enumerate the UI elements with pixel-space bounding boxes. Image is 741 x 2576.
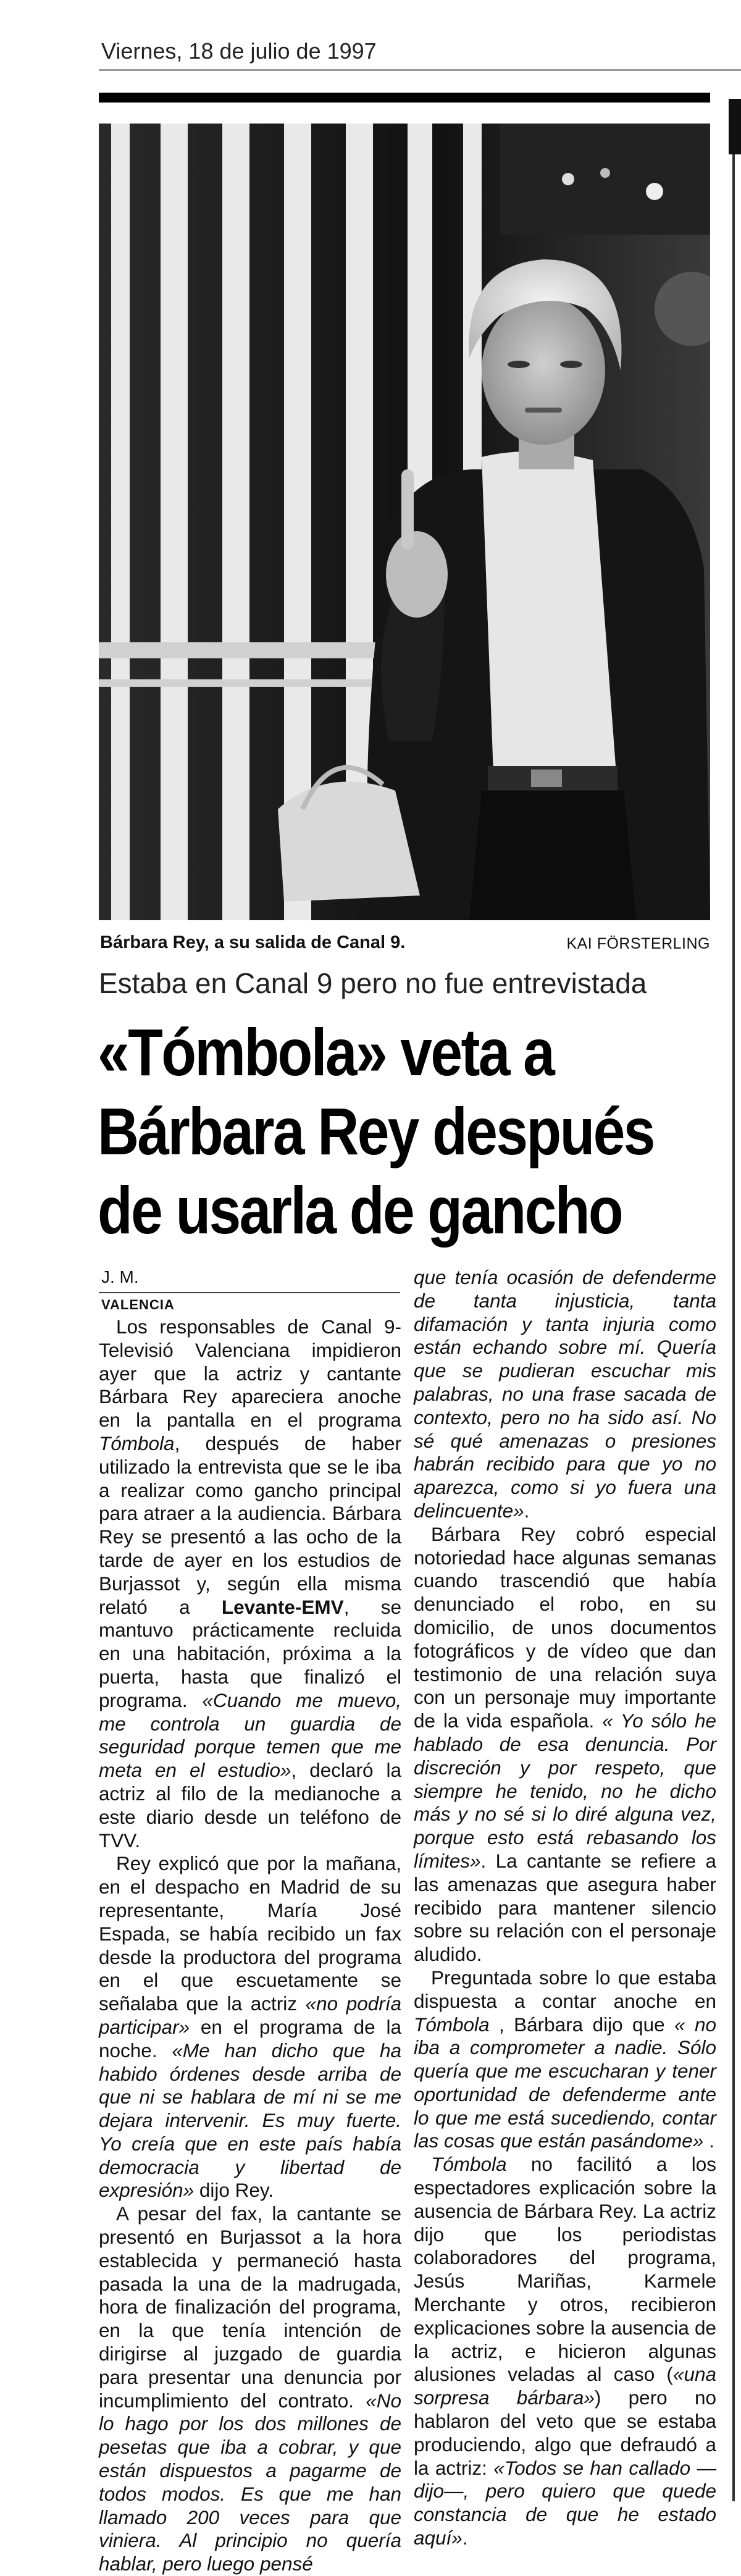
body-text: dijo Rey. xyxy=(194,2179,274,2202)
body-text: en el programa de la noche. xyxy=(99,2015,401,2062)
quote-text: «Todos se han callado —dijo—, pero quiero que quede constancia de que he estado aquí» xyxy=(414,2456,716,2549)
woman-photo-illustration xyxy=(99,124,710,920)
body-text: , declaró la actriz al filo de la medianoche a este diario desde un teléfono de TVV. xyxy=(99,1759,401,1852)
article-column-2 xyxy=(414,1266,716,2550)
body-text: . La cantante se refiere a las amenazas que asegura haber recibido para mantener silencio sobre su relación con el personaje aludido. xyxy=(414,1849,716,1966)
paragraph xyxy=(414,1966,716,2153)
paragraph xyxy=(414,1266,716,1523)
body-text: Rey explicó que por la mañana, en el despacho en Madrid de su representante, María José Espada, se había recibido un fax desde la productora del programa en el que escuetamente se señalaba que la actriz xyxy=(99,1852,401,2015)
news-photo xyxy=(99,124,710,920)
body-text: Bárbara Rey cobró especial notoriedad hace algunas semanas cuando trascendió que había denunciado el robo, en su domicilio, de unos documentos fotográficos y de vídeo que dan testimonio de una relación suya con un personaje muy importante de la vida española. xyxy=(414,1522,716,1732)
quote-text: «Cuando me muevo, me controla un guardia de seguridad porque temen que me meta en el estudio» xyxy=(99,1689,401,1782)
article-column-1 xyxy=(99,1315,401,2576)
quote-text: «una sorpresa bárbara» xyxy=(414,2363,716,2409)
body-text: . xyxy=(703,2129,714,2152)
quote-text: Tómbola xyxy=(431,2153,507,2176)
paragraph xyxy=(414,1523,716,1966)
article-headline xyxy=(98,1013,654,1250)
paragraph xyxy=(99,1315,401,1852)
quote-text: « Yo sólo he hablado de esa denuncia. Por discreción y por respeto, que siempre he tenido, no he dicho más y no sé si lo diré alguna vez, porque esto está rebasando los límites» xyxy=(414,1710,716,1872)
date-rule xyxy=(99,69,741,71)
photo-credit: KAI FÖRSTERLING xyxy=(566,935,710,952)
edge-line xyxy=(732,154,735,2501)
quote-text: «No lo hago por los dos millones de pesetas que iba a cobrar, y que están dispuestos a pagarme de todos modos. Es que me han llamado 200 veces para que viniera. Al principio no quería hablar, pero luego pensé xyxy=(99,2389,401,2575)
quote-text: « no iba a comprometer a nadie. Sólo quería que me escucharan y tener oportunidad de defenderme ante lo que me está sucediendo, contar las cosas que están pasándome» xyxy=(414,2013,716,2152)
quote-text: «Me han dicho que ha habido órdenes desde arriba de que ni se hablara de mí ni se me dejara intervenir. Es muy fuerte. Yo creía que en este país había democracia y libertad de expresión» xyxy=(99,2039,401,2202)
byline: J. M. xyxy=(101,1267,139,1286)
quote-text: Tómbola xyxy=(99,1432,175,1454)
headline-line-1: «Tómbola» veta a xyxy=(98,1015,554,1089)
body-text: Preguntada sobre lo que estaba dispuesta a contar anoche en xyxy=(414,1966,716,2012)
paragraph xyxy=(414,2153,716,2550)
dateline: Viernes, 18 de julio de 1997 xyxy=(101,38,377,64)
byline-rule xyxy=(99,1292,400,1293)
body-text: , Bárbara dijo que xyxy=(489,2013,675,2036)
quote-text: Tómbola xyxy=(414,2013,490,2036)
paragraph xyxy=(99,2202,401,2576)
body-text: ) pero no hablaron del veto que se estaba produciendo, algo que defraudó a la actriz: xyxy=(414,2386,716,2479)
body-text: A pesar del fax, la cantante se presentó en Burjassot a la hora establecida y permaneció hasta pasada la una de la madrugada, hora de finalización del programa, en la que tenía intención de dirigirse al juzgado de guardia para presentar una denuncia por incumplimiento del contrato. xyxy=(99,2202,401,2412)
body-text: , se mantuvo prácticamente recluida en una habitación, próxima a la puerta, hasta que finalizó el programa. xyxy=(99,1595,401,1711)
body-text: . xyxy=(524,1499,530,1522)
body-text: Levante-EMV xyxy=(221,1595,344,1618)
quote-text: «no podría participar» xyxy=(99,1992,402,2038)
body-text: . xyxy=(462,2527,468,2549)
body-text: no facilitó a los espectadores explicación sobre la ausencia de Bárbara Rey. La actriz dijo que los periodistas colaboradores del programa, Jesús Mariñas, Karmele Merchante y otros, recibieron explicaciones sobre la ausencia de la actriz, e hicieron algunas alusiones veladas al caso ( xyxy=(414,2153,716,2386)
photo-caption xyxy=(99,933,710,957)
caption-text: Bárbara Rey, a su salida de Canal 9. xyxy=(100,933,406,952)
article-subtitle: Estaba en Canal 9 pero no fue entrevistada xyxy=(99,967,647,999)
body-text: , después de haber utilizado la entrevista que se le iba a realizar como gancho principal para atraer a la audiencia. Bárbara Rey se presentó a las ocho de la tarde de ayer en los estudios de Burjassot y, según ella misma relató a xyxy=(99,1432,401,1618)
quote-text: que tenía ocasión de defenderme de tanta injusticia, tanta difamación y tanta injuria como están echando sobre mí. Quería que se pudieran escuchar mis palabras, no una frase sacada de contexto, pero no ha sido así. No sé qué amenazas o presiones habrán recibido para que yo no aparezca, como si yo fuera una delincuente» xyxy=(414,1266,716,1522)
headline-line-3: de usarla de gancho xyxy=(98,1173,622,1248)
edge-bar xyxy=(729,99,741,154)
paragraph xyxy=(99,1852,401,2202)
top-bar xyxy=(99,93,710,103)
dateline-location: VALENCIA xyxy=(101,1297,175,1312)
headline-line-2: Bárbara Rey después xyxy=(98,1094,654,1168)
body-text: Los responsables de Canal 9-Televisió Valenciana impidieron ayer que la actriz y cantante Bárbara Rey apareciera anoche en la pantalla en el programa xyxy=(99,1315,401,1432)
